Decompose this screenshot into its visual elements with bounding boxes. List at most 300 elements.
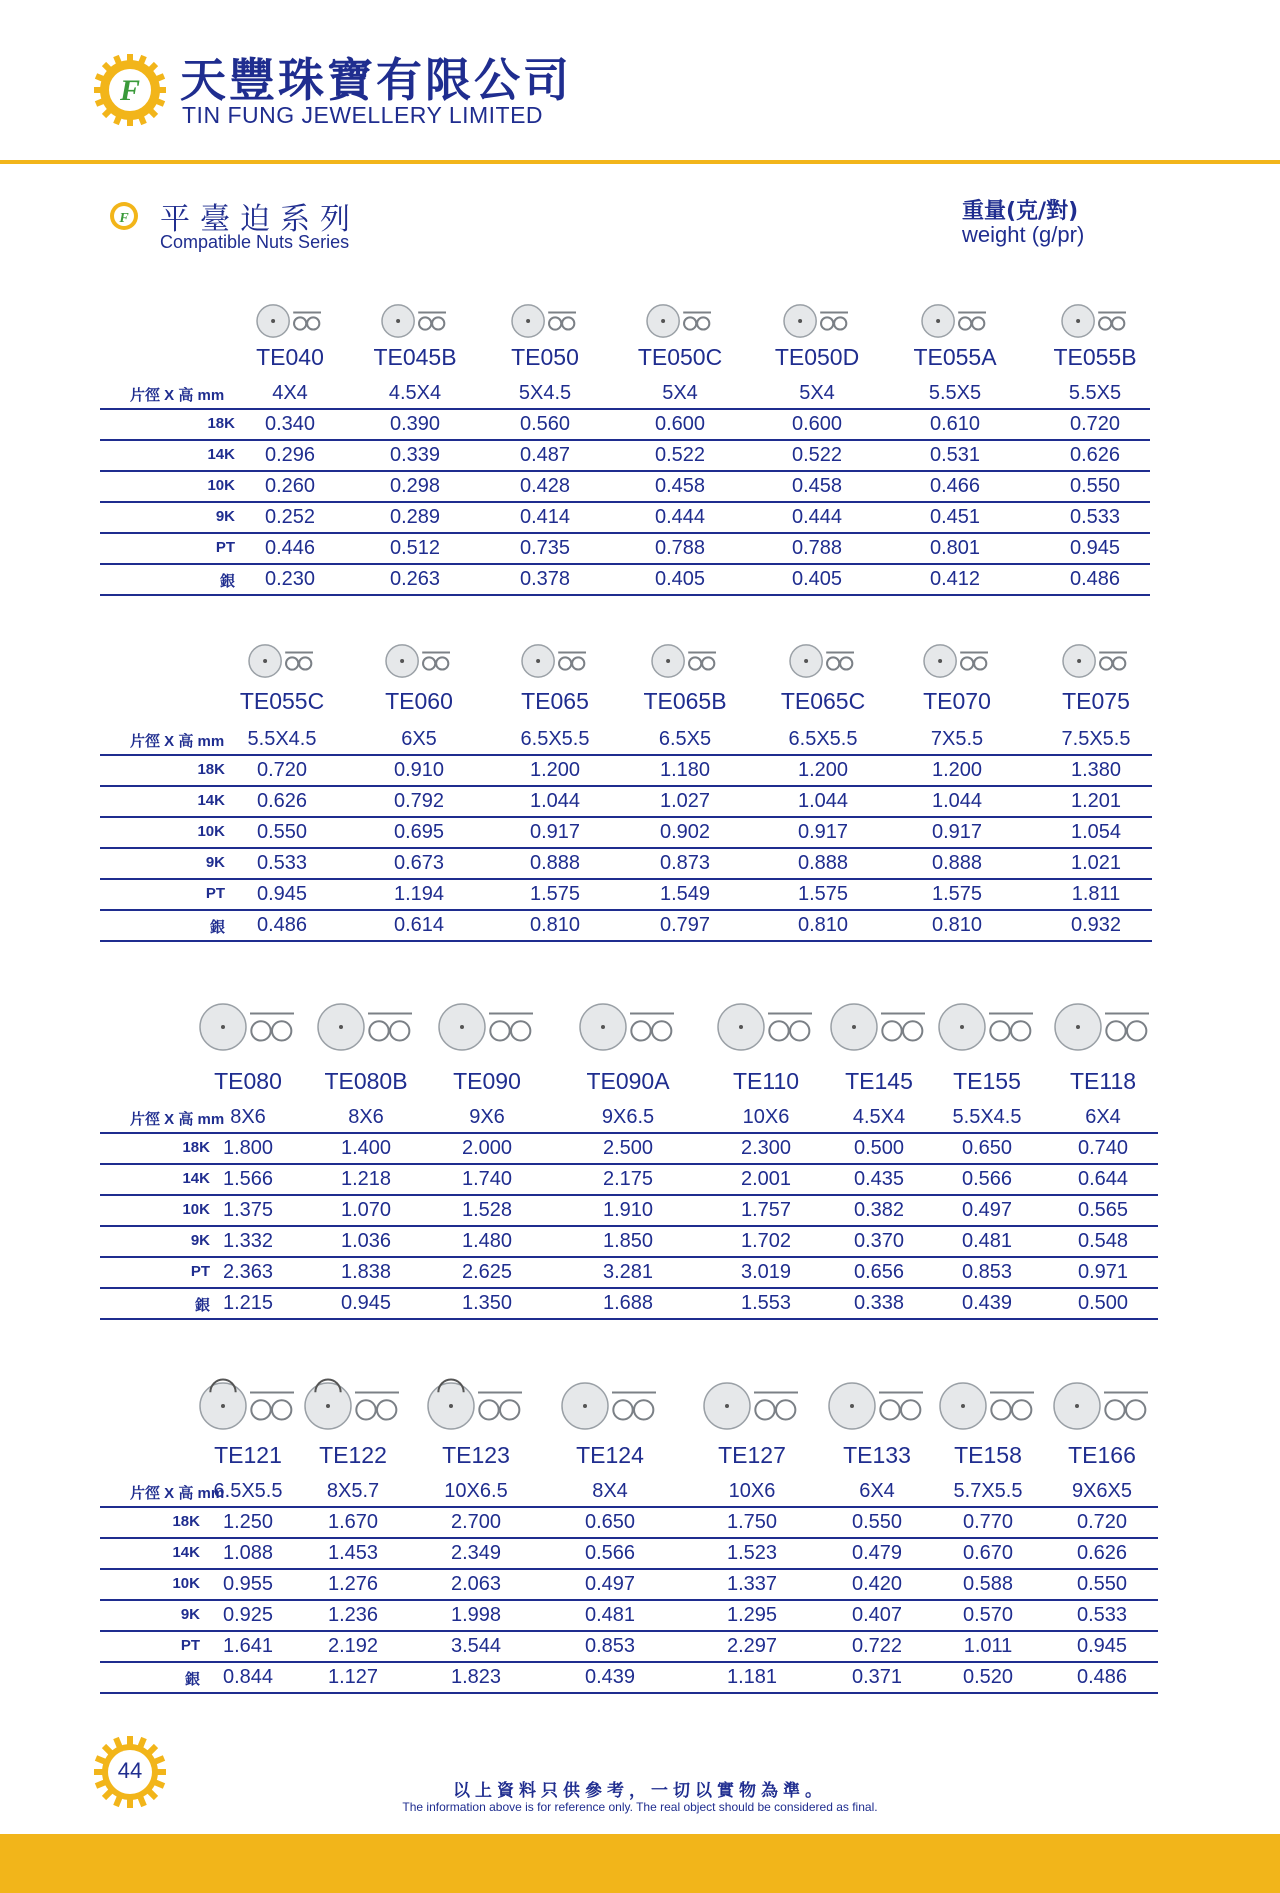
weight-value: 1.295 <box>726 1604 778 1626</box>
weight-value: 0.945 <box>1069 537 1121 559</box>
earring-nut-icon <box>1061 636 1131 682</box>
weight-value: 0.588 <box>962 1573 1014 1595</box>
product-te145 <box>824 990 934 1094</box>
product-te127 <box>697 1372 807 1468</box>
weight-value: 0.853 <box>961 1261 1013 1283</box>
weight-row <box>100 1133 1158 1165</box>
weight-row <box>100 471 1150 503</box>
size-value: 7X5.5 <box>930 728 984 750</box>
disclaimer-cn: 以上資料只供參考，一切以實物為準。 <box>453 1781 827 1801</box>
product-code: TE155 <box>953 1068 1021 1094</box>
size-value: 8X6 <box>348 1106 384 1128</box>
product-te080b <box>311 990 421 1094</box>
weight-value: 1.740 <box>461 1168 513 1190</box>
weight-value: 0.382 <box>853 1199 905 1221</box>
weight-value: 1.027 <box>659 790 711 812</box>
product-code: TE055C <box>239 688 325 714</box>
product-code: TE123 <box>442 1442 510 1468</box>
weight-value: 0.810 <box>529 914 581 936</box>
weight-value: 0.252 <box>264 506 316 528</box>
earring-nut-icon <box>1053 990 1153 1060</box>
weight-value: 1.757 <box>740 1199 792 1221</box>
earring-nut-icon <box>1060 296 1130 342</box>
weight-value: 0.500 <box>853 1137 905 1159</box>
weight-value: 0.650 <box>584 1511 636 1533</box>
weight-row <box>100 1538 1158 1570</box>
product-te158 <box>933 1372 1043 1468</box>
product-code: TE050 <box>511 344 579 370</box>
weight-value: 1.910 <box>602 1199 654 1221</box>
product-te055a <box>892 296 1018 370</box>
product-code: TE118 <box>1069 1068 1137 1094</box>
weight-value: 1.575 <box>931 883 983 905</box>
weight-value: 1.823 <box>450 1666 502 1688</box>
weight-value: 1.200 <box>529 759 581 781</box>
product-code: TE040 <box>256 344 324 370</box>
company-logo <box>92 52 168 128</box>
size-label: 片徑 X 高 mm <box>130 387 225 404</box>
company-name-cn: 天豐珠寶有限公司 <box>180 53 572 107</box>
weight-value: 0.451 <box>929 506 981 528</box>
series-title-en: Compatible Nuts Series <box>160 232 350 252</box>
size-value: 6X4 <box>859 1480 895 1502</box>
weight-value: 0.566 <box>584 1542 636 1564</box>
weight-value: 0.500 <box>1077 1292 1129 1314</box>
weight-value: 0.446 <box>264 537 316 559</box>
earring-nut-icon <box>380 296 450 342</box>
weight-value: 0.298 <box>389 475 441 497</box>
weight-value: 0.531 <box>929 444 981 466</box>
size-label: 片徑 X 高 mm <box>130 1485 225 1502</box>
disclaimer-en: The information above is for reference only. The real object should be considered as final. <box>402 1800 878 1814</box>
weight-value: 0.695 <box>393 821 445 843</box>
weight-value: 1.523 <box>726 1542 778 1564</box>
size-value: 8X6 <box>230 1106 266 1128</box>
weight-row <box>100 1195 1158 1227</box>
size-value: 5X4.5 <box>518 382 572 404</box>
size-value: 6.5X5 <box>658 728 712 750</box>
earring-nut-icon <box>437 990 537 1060</box>
weight-value: 0.458 <box>654 475 706 497</box>
weight-value: 0.550 <box>1069 475 1121 497</box>
company-name-en: TIN FUNG JEWELLERY LIMITED <box>182 102 544 128</box>
product-te075 <box>1033 636 1159 714</box>
product-code: TE158 <box>954 1442 1022 1468</box>
earring-nut-icon <box>920 296 990 342</box>
product-te090a <box>573 990 683 1094</box>
weight-value: 0.797 <box>659 914 711 936</box>
product-code: TE050C <box>637 344 723 370</box>
earring-nut-icon <box>384 636 454 682</box>
product-te065c <box>760 636 886 714</box>
weight-value: 0.720 <box>256 759 308 781</box>
product-te050d <box>754 296 880 370</box>
weight-value: 2.001 <box>740 1168 792 1190</box>
weight-value: 0.497 <box>584 1573 636 1595</box>
product-te060 <box>356 636 482 714</box>
weight-value: 0.560 <box>519 413 571 435</box>
earring-nut-icon <box>255 296 325 342</box>
weight-value: 1.011 <box>963 1635 1013 1657</box>
weight-row <box>100 879 1152 911</box>
weight-value: 1.332 <box>222 1230 274 1252</box>
weight-value: 2.625 <box>461 1261 513 1283</box>
weight-value: 1.375 <box>222 1199 274 1221</box>
weight-value: 0.550 <box>1076 1573 1128 1595</box>
weight-row <box>100 533 1150 565</box>
product-te133 <box>822 1372 932 1468</box>
size-value: 6.5X5.5 <box>520 728 590 750</box>
weight-value: 1.044 <box>797 790 849 812</box>
size-value: 5X4 <box>662 382 698 404</box>
weight-value: 0.289 <box>389 506 441 528</box>
metal-label: 9K <box>215 508 235 525</box>
size-value: 9X6X5 <box>1071 1480 1133 1502</box>
weight-value: 1.194 <box>393 883 445 905</box>
weight-row <box>100 910 1152 942</box>
weight-value: 0.444 <box>654 506 706 528</box>
size-value: 10X6.5 <box>444 1480 508 1502</box>
metal-label: 14K <box>182 1170 210 1187</box>
earring-nut-icon <box>922 636 992 682</box>
weight-value: 0.533 <box>1069 506 1121 528</box>
weight-value: 0.888 <box>529 852 581 874</box>
weight-row <box>100 1257 1158 1289</box>
weight-value: 0.810 <box>797 914 849 936</box>
earring-nut-icon <box>938 1372 1038 1436</box>
weight-value: 0.626 <box>256 790 308 812</box>
weight-value: 0.720 <box>1076 1511 1128 1533</box>
metal-label: 銀 <box>184 1671 200 1688</box>
weight-value: 1.453 <box>327 1542 379 1564</box>
weight-value: 3.544 <box>450 1635 502 1657</box>
product-te123 <box>421 1372 531 1468</box>
weight-value: 0.520 <box>962 1666 1014 1688</box>
metal-label: 9K <box>180 1606 200 1623</box>
product-te155 <box>932 990 1042 1094</box>
weight-value: 1.200 <box>797 759 849 781</box>
size-value: 10X6 <box>728 1480 776 1502</box>
product-te055b <box>1032 296 1158 370</box>
size-value: 5.7X5.5 <box>953 1480 1023 1502</box>
weight-value: 0.917 <box>529 821 581 843</box>
product-te080 <box>193 990 303 1094</box>
header-divider <box>0 160 1280 164</box>
weight-value: 0.570 <box>962 1604 1014 1626</box>
weight-value: 0.788 <box>791 537 843 559</box>
metal-label: 銀 <box>219 573 235 590</box>
metal-label: 10K <box>182 1201 210 1218</box>
weight-row <box>100 1662 1158 1694</box>
earring-nut-icon <box>782 296 852 342</box>
size-value: 5.5X4.5 <box>247 728 317 750</box>
metal-label: PT <box>180 1637 200 1654</box>
weight-value: 0.853 <box>584 1635 636 1657</box>
product-code: TE145 <box>845 1068 913 1094</box>
weight-value: 0.340 <box>264 413 316 435</box>
weight-value: 0.932 <box>1070 914 1122 936</box>
product-code: TE075 <box>1062 688 1130 714</box>
weight-value: 0.522 <box>791 444 843 466</box>
metal-label: 10K <box>172 1575 200 1592</box>
weight-value: 1.811 <box>1071 883 1121 905</box>
weight-value: 0.810 <box>931 914 983 936</box>
weight-value: 2.349 <box>450 1542 502 1564</box>
product-te090 <box>432 990 542 1094</box>
product-code: TE080 <box>214 1068 282 1094</box>
weight-value: 0.735 <box>519 537 571 559</box>
weight-value: 0.792 <box>393 790 445 812</box>
weight-value: 0.945 <box>1076 1635 1128 1657</box>
size-value: 4.5X4 <box>852 1106 906 1128</box>
weight-value: 1.044 <box>931 790 983 812</box>
size-value: 4X4 <box>272 382 308 404</box>
weight-row <box>100 440 1150 472</box>
product-te050c <box>617 296 743 370</box>
weight-value: 0.390 <box>389 413 441 435</box>
weight-value: 2.363 <box>222 1261 274 1283</box>
weight-value: 0.486 <box>1069 568 1121 590</box>
weight-value: 1.337 <box>726 1573 778 1595</box>
footer-band <box>0 1834 1280 1893</box>
weight-value: 1.400 <box>340 1137 392 1159</box>
weight-value: 0.512 <box>389 537 441 559</box>
page-number: 44 <box>117 1758 143 1783</box>
weight-value: 0.420 <box>851 1573 903 1595</box>
weight-value: 0.548 <box>1077 1230 1129 1252</box>
metal-label: 9K <box>205 854 225 871</box>
weight-value: 0.770 <box>962 1511 1014 1533</box>
weight-value: 2.500 <box>602 1137 654 1159</box>
weight-value: 0.788 <box>654 537 706 559</box>
weight-value: 0.740 <box>1077 1137 1129 1159</box>
weight-value: 0.479 <box>851 1542 903 1564</box>
weight-value: 1.021 <box>1070 852 1122 874</box>
size-value: 8X5.7 <box>326 1480 380 1502</box>
size-value: 5.5X4.5 <box>952 1106 1022 1128</box>
weight-value: 1.575 <box>797 883 849 905</box>
metal-label: PT <box>205 885 225 902</box>
size-label: 片徑 X 高 mm <box>130 733 225 750</box>
metal-label: 9K <box>190 1232 210 1249</box>
weight-value: 0.844 <box>222 1666 274 1688</box>
product-code: TE121 <box>214 1442 282 1468</box>
product-te040 <box>227 296 353 370</box>
weight-value: 1.250 <box>222 1511 274 1533</box>
weight-value: 1.276 <box>327 1573 379 1595</box>
earring-nut-icon <box>510 296 580 342</box>
weight-value: 0.650 <box>961 1137 1013 1159</box>
weight-value: 0.566 <box>961 1168 1013 1190</box>
earring-nut-icon <box>560 1372 660 1436</box>
weight-value: 0.296 <box>264 444 316 466</box>
weight-value: 1.480 <box>461 1230 513 1252</box>
weight-value: 1.575 <box>529 883 581 905</box>
metal-label: 銀 <box>209 919 225 936</box>
size-value: 5.5X5 <box>928 382 982 404</box>
weight-value: 1.070 <box>340 1199 392 1221</box>
weight-value: 0.550 <box>256 821 308 843</box>
product-code: TE070 <box>923 688 991 714</box>
weight-value: 1.181 <box>726 1666 778 1688</box>
product-te124 <box>555 1372 665 1468</box>
weight-row <box>100 1288 1158 1320</box>
metal-label: 14K <box>197 792 225 809</box>
product-te055c <box>219 636 345 714</box>
size-row <box>100 724 1152 756</box>
weight-value: 0.925 <box>222 1604 274 1626</box>
size-value: 6X5 <box>401 728 437 750</box>
product-te166 <box>1047 1372 1157 1468</box>
weight-value: 0.971 <box>1077 1261 1129 1283</box>
weight-value: 0.600 <box>791 413 843 435</box>
weight-value: 0.917 <box>797 821 849 843</box>
product-code: TE065C <box>780 688 866 714</box>
weight-value: 0.910 <box>393 759 445 781</box>
metal-label: 18K <box>207 415 235 432</box>
weight-value: 2.700 <box>450 1511 502 1533</box>
product-code: TE080B <box>324 1068 408 1094</box>
weight-value: 1.088 <box>222 1542 274 1564</box>
weight-row <box>100 755 1152 787</box>
weight-value: 0.917 <box>931 821 983 843</box>
weight-row <box>100 1631 1158 1663</box>
product-te118 <box>1048 990 1158 1094</box>
earring-nut-icon <box>198 990 298 1060</box>
product-code: TE127 <box>718 1442 786 1468</box>
weight-value: 0.466 <box>929 475 981 497</box>
weight-value: 0.888 <box>931 852 983 874</box>
earring-nut-icon <box>829 990 929 1060</box>
size-label: 片徑 X 高 mm <box>130 1111 225 1128</box>
size-value: 5.5X5 <box>1068 382 1122 404</box>
product-code: TE166 <box>1068 1442 1136 1468</box>
logo-letter: F <box>119 74 141 107</box>
metal-label: 18K <box>172 1513 200 1530</box>
product-code: TE090A <box>586 1068 670 1094</box>
weight-value: 0.378 <box>519 568 571 590</box>
product-code: TE055A <box>913 344 997 370</box>
size-value: 5X4 <box>799 382 835 404</box>
product-code: TE110 <box>732 1068 800 1094</box>
weight-value: 1.641 <box>222 1635 274 1657</box>
metal-label: 14K <box>172 1544 200 1561</box>
weight-value: 0.439 <box>584 1666 636 1688</box>
weight-value: 1.549 <box>659 883 711 905</box>
series-title-cn: 平臺迫系列 <box>160 202 360 237</box>
earring-nut-icon <box>827 1372 927 1436</box>
weight-value: 0.614 <box>393 914 445 936</box>
weight-row <box>100 1164 1158 1196</box>
weight-value: 1.236 <box>327 1604 379 1626</box>
weight-value: 0.370 <box>853 1230 905 1252</box>
size-value: 6.5X5.5 <box>788 728 858 750</box>
size-value: 9X6.5 <box>601 1106 655 1128</box>
weight-value: 0.565 <box>1077 1199 1129 1221</box>
weight-value: 1.850 <box>602 1230 654 1252</box>
weight-value: 1.800 <box>222 1137 274 1159</box>
weight-value: 1.670 <box>327 1511 379 1533</box>
metal-label: 銀 <box>194 1297 210 1314</box>
weight-value: 0.371 <box>851 1666 903 1688</box>
weight-value: 0.338 <box>853 1292 905 1314</box>
weight-value: 0.888 <box>797 852 849 874</box>
weight-value: 0.801 <box>929 537 981 559</box>
earring-nut-icon <box>702 1372 802 1436</box>
weight-value: 2.000 <box>461 1137 513 1159</box>
weight-row <box>100 502 1150 534</box>
weight-value: 1.350 <box>461 1292 513 1314</box>
weight-value: 2.175 <box>602 1168 654 1190</box>
weight-value: 0.444 <box>791 506 843 528</box>
weight-value: 0.955 <box>222 1573 274 1595</box>
weight-value: 1.688 <box>602 1292 654 1314</box>
weight-value: 0.644 <box>1077 1168 1129 1190</box>
size-row <box>100 1102 1158 1134</box>
weight-value: 1.036 <box>340 1230 392 1252</box>
weight-value: 0.263 <box>389 568 441 590</box>
weight-value: 1.127 <box>327 1666 379 1688</box>
weight-value: 0.533 <box>1076 1604 1128 1626</box>
weight-value: 1.553 <box>740 1292 792 1314</box>
earring-nut-icon <box>303 1372 403 1436</box>
weight-value: 0.414 <box>519 506 571 528</box>
weight-row <box>100 1507 1158 1539</box>
weight-value: 0.945 <box>340 1292 392 1314</box>
weight-value: 0.405 <box>791 568 843 590</box>
product-code: TE065B <box>643 688 727 714</box>
product-code: TE050D <box>774 344 860 370</box>
product-te045b <box>352 296 478 370</box>
metal-label: 14K <box>207 446 235 463</box>
earring-nut-icon <box>316 990 416 1060</box>
weight-value: 1.380 <box>1070 759 1122 781</box>
weight-value: 0.550 <box>851 1511 903 1533</box>
weight-value: 0.230 <box>264 568 316 590</box>
earring-nut-icon <box>937 990 1037 1060</box>
size-value: 4.5X4 <box>388 382 442 404</box>
weight-value: 1.201 <box>1070 790 1122 812</box>
metal-label: PT <box>190 1263 210 1280</box>
size-value: 10X6 <box>742 1106 790 1128</box>
product-code: TE133 <box>843 1442 911 1468</box>
weight-value: 0.339 <box>389 444 441 466</box>
product-te050 <box>482 296 608 370</box>
size-value: 6X4 <box>1085 1106 1121 1128</box>
product-code: TE090 <box>453 1068 521 1094</box>
product-code: TE045B <box>373 344 457 370</box>
weight-value: 0.673 <box>393 852 445 874</box>
weight-value: 0.656 <box>853 1261 905 1283</box>
weight-value: 0.260 <box>264 475 316 497</box>
earring-nut-icon <box>247 636 317 682</box>
earring-nut-icon <box>426 1372 526 1436</box>
weight-value: 0.902 <box>659 821 711 843</box>
earring-nut-icon <box>716 990 816 1060</box>
weight-value: 1.044 <box>529 790 581 812</box>
weight-value: 2.300 <box>740 1137 792 1159</box>
weight-value: 0.610 <box>929 413 981 435</box>
product-code: TE065 <box>521 688 589 714</box>
weight-unit-cn: 重量(克/對) <box>962 199 1079 224</box>
product-code: TE060 <box>385 688 453 714</box>
weight-value: 0.486 <box>256 914 308 936</box>
weight-value: 0.497 <box>961 1199 1013 1221</box>
weight-value: 0.405 <box>654 568 706 590</box>
product-code: TE055B <box>1053 344 1137 370</box>
weight-value: 1.215 <box>222 1292 274 1314</box>
weight-row <box>100 1569 1158 1601</box>
